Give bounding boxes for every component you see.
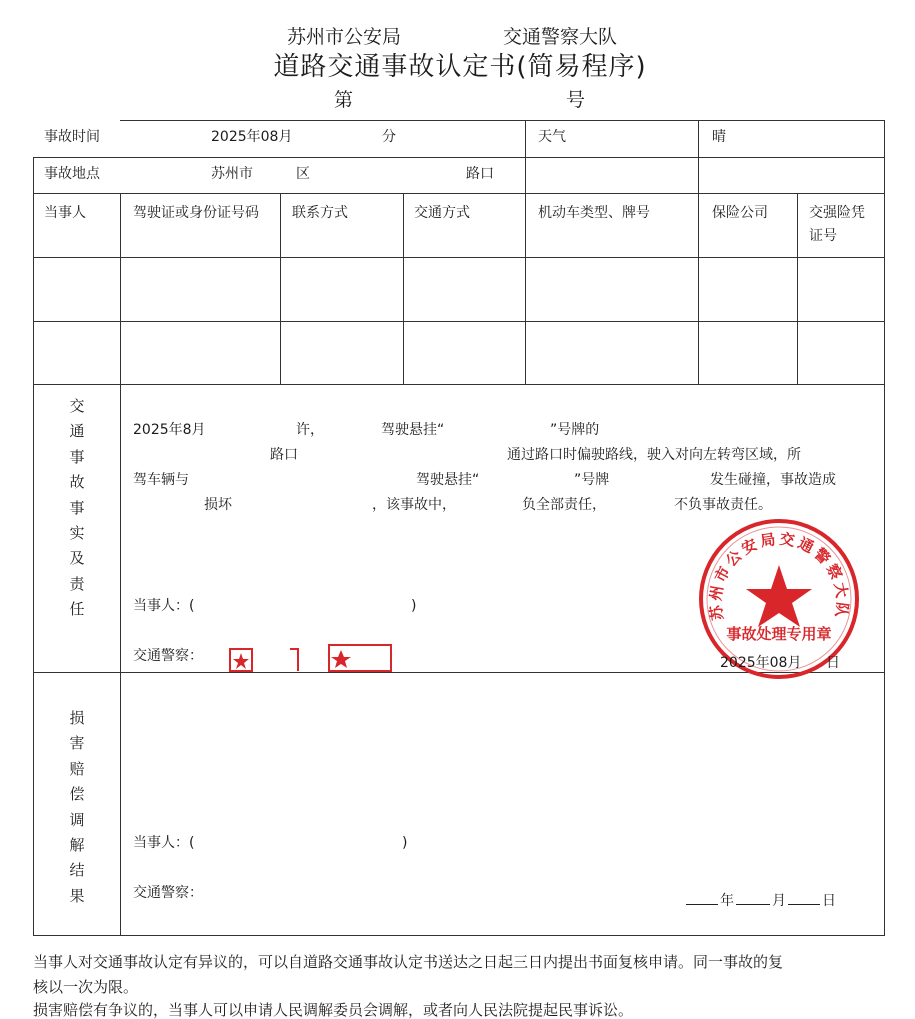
footer-note-2: 核以一次为限。 (33, 978, 139, 996)
mediation-party-close: ) (402, 835, 408, 851)
table-row (33, 257, 884, 321)
minute-label: 分 (382, 129, 396, 145)
facts-party-label: 当事人：( (133, 598, 195, 614)
facts-date: 2025年08月 (720, 655, 802, 671)
col-id-number: 驾驶证或身份证号码 (133, 205, 259, 221)
footer-note-3: 损害赔偿有争议的，当事人可以申请人民调解委员会调解，或者向人民法院提起民事诉讼。 (33, 1001, 634, 1019)
document-title: 道路交通事故认定书(简易程序) (273, 52, 647, 82)
facts-party-close: ) (411, 598, 417, 614)
place-city: 苏州市 (211, 166, 253, 182)
officer-seal-marks (228, 643, 398, 675)
number-prefix: 第 (334, 89, 354, 111)
place-label: 事故地点 (44, 166, 100, 182)
mediation-section-label: 损 害 赔 偿 调 解 结 果 (69, 709, 85, 905)
col-transport: 交通方式 (414, 205, 470, 221)
mediation-date: 年 月 日 (684, 894, 836, 908)
bureau-left: 苏州市公安局 (287, 26, 402, 48)
col-vehicle-plate: 机动车类型、牌号 (538, 205, 650, 221)
bureau-right: 交通警察大队 (503, 26, 618, 48)
number-suffix: 号 (566, 89, 586, 111)
place-district: 区 (296, 166, 310, 182)
col-party: 当事人 (44, 205, 86, 221)
mediation-officer-label: 交通警察： (133, 885, 203, 901)
weather-value: 晴 (712, 129, 726, 145)
time-value: 2025年08月 (211, 129, 293, 145)
table-row (33, 321, 884, 384)
facts-officer-label: 交通警察： (133, 648, 203, 664)
col-insurer: 保险公司 (712, 205, 768, 221)
stamp-ring-text: 苏州市公安局交通警察大队 (706, 529, 852, 622)
facts-date-day: 日 (826, 655, 840, 671)
stamp-bottom-text: 事故处理专用章 (726, 625, 832, 643)
mediation-party-label: 当事人：( (133, 835, 195, 851)
facts-section-label: 交 通 事 故 事 实 及 责 任 (69, 397, 85, 619)
weather-label: 天气 (538, 129, 566, 145)
col-contact: 联系方式 (292, 205, 348, 221)
time-label: 事故时间 (44, 129, 100, 145)
place-road: 路口 (466, 166, 494, 182)
footer-note-1: 当事人对交通事故认定有异议的，可以自道路交通事故认定书送达之日起三日内提出书面复核申请。同一事故的复 (33, 953, 784, 971)
col-compulsory-cert: 交强险凭证号 (809, 205, 865, 244)
